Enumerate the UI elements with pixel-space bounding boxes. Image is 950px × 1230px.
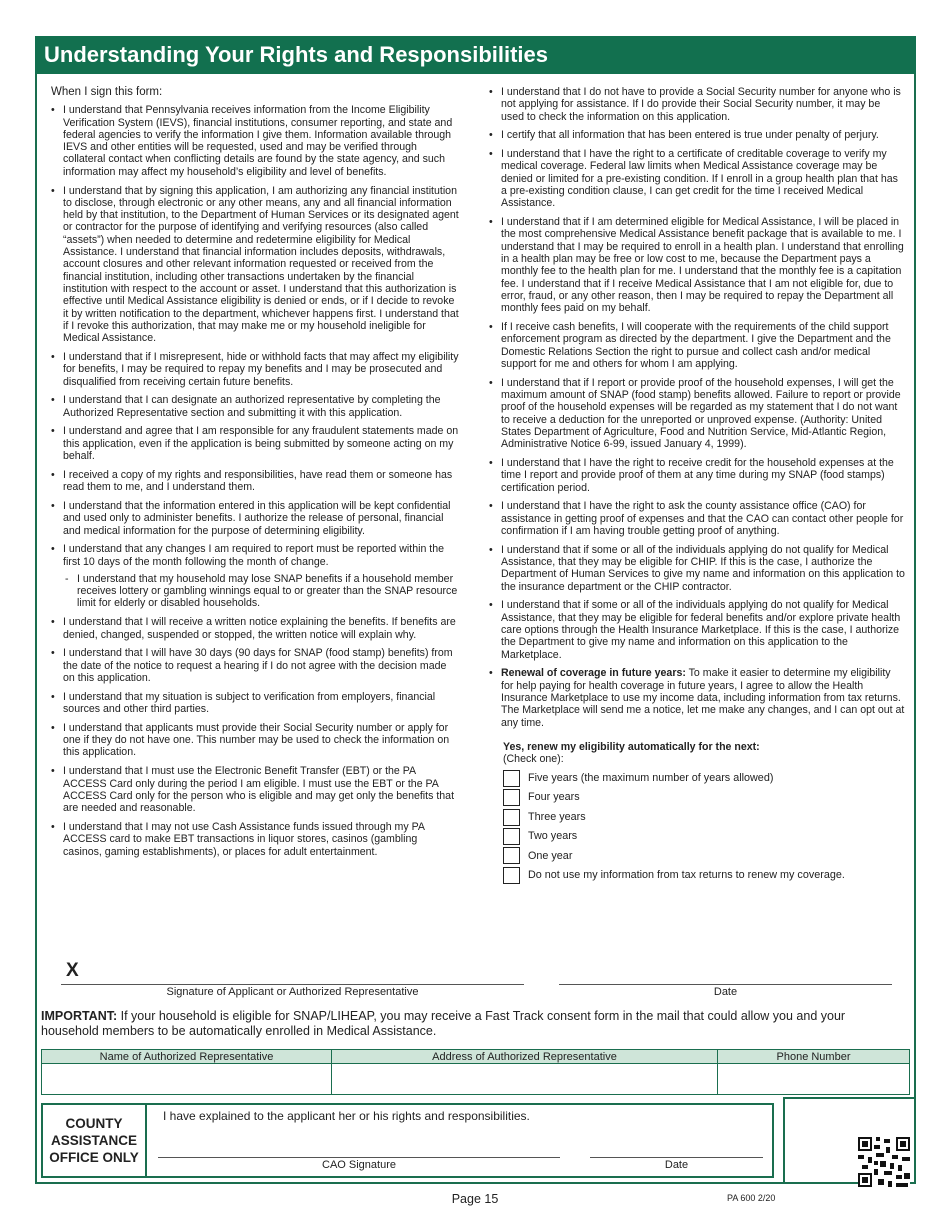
list-item: • I understand that I will have 30 days (90 days for SNAP (food stamp) benefits) from the date of the notice to request a hearing if I do not agree with the decision made on this application. [49,647,459,684]
cao-signature-line[interactable] [158,1157,560,1158]
list-item: • I understand that I have the right to receive credit for the household expenses at the time I report and provide proof of them at any time during my SNAP (food stamps) certification period. [487,457,905,494]
renew-subheading: (Check one): [503,753,564,766]
authorized-rep-table [41,1049,910,1095]
intro-text: When I sign this form: [51,86,163,98]
option-label: Do not use my information from tax returns to renew my coverage. [528,869,845,882]
list-item: • I understand that I will receive a written notice explaining the benefits. If benefits are denied, changed, suspended or stopped, the written notice will explain why. [49,616,459,641]
sub-list [63,573,459,610]
checkbox[interactable] [503,847,520,864]
list-item: • I understand that Pennsylvania receives information from the Income Eligibility Verification System (IEVS), financial institutions, consumer reporting, and state and federal agencies to verify the information I give them. Information available through IEVS and other entities will be requested, used and may be verified through collateral contact when conflicting details are found by the state agency, and such information may affect my household’s eligibility and level of benefits. [49,104,459,178]
list-item: • I understand that the information entered in this application will be kept confidential and used only to administer benefits. I authorize the release of personal, financial and medical information for the purpose of determining eligibility. [49,500,459,537]
cao-statement: I have explained to the applicant her or his rights and responsibilities. [163,1109,530,1123]
option-label: Two years [528,830,578,843]
option-label: One year [528,849,573,862]
corner-rule [783,1097,916,1099]
cao-label-line: ASSISTANCE [50,1133,137,1148]
corner-rule [783,1097,785,1183]
checkbox[interactable] [503,828,520,845]
signature-line[interactable] [61,984,524,985]
left-list [49,104,459,858]
cao-label-line: OFFICE ONLY [49,1150,139,1165]
list-item: • I understand that applicants must provide their Social Security number or apply for one if they do not have one. This number may be used to check the information on this application. [49,722,459,759]
important-label: IMPORTANT: [41,1009,118,1023]
checkbox[interactable] [503,809,520,826]
rep-address-field[interactable] [332,1064,718,1095]
list-item: • I understand that if I misrepresent, hide or withhold facts that may affect my eligibility for benefits, I may be required to repay my benefits and I may be prosecuted and disqualified from receiving certain future benefits. [49,351,459,388]
list-item: • I understand that if some or all of the individuals applying do not qualify for Medical Assistance, that they may be eligible for federal benefits and/or explore private health care options through the Health Insurance Marketplace. If this is the case, I authorize the Department to give my name and information on this application to the Marketplace. [487,599,905,660]
list-item-text: I understand that any changes I am required to report must be reported within the first 10 days of the month following the month of change. [63,543,445,568]
list-item: • I received a copy of my rights and responsibilities, have read them or someone has read them to me, and I understand them. [49,469,459,494]
important-notice [41,1009,906,1039]
cao-label [43,1105,147,1176]
cao-label-line: COUNTY [65,1116,123,1131]
renew-option-one-year[interactable] [503,846,905,865]
renewal-text: To make it easier to determine my eligibility for help paying for health coverage in future years, I agree to allow the Health Insurance Marketplace to use my income data, including information from tax returns. The Marketplace will send me a notice, let me make any changes, and I can opt out at any time. [501,667,905,729]
right-list [487,86,905,729]
rep-name-header: Name of Authorized Representative [42,1050,332,1064]
list-item: • I understand that I may not use Cash Assistance funds issued through my PA ACCESS card to make EBT transactions in liquor stores, casinos (gambling casinos, gaming establishments), or places for adult entertainment. [49,821,459,858]
list-item: • I certify that all information that has been entered is true under penalty of perjury. [487,129,905,141]
cao-date-label: Date [664,1159,689,1171]
renew-option-three-years[interactable] [503,807,905,826]
renew-option-five-years[interactable] [503,769,905,788]
checkbox[interactable] [503,770,520,787]
renew-option-two-years[interactable] [503,827,905,846]
page-title: Understanding Your Rights and Responsibilities [35,36,916,74]
list-item: • I understand that I do not have to provide a Social Security number for anyone who is not applying for assistance. If I do provide their Social Security number, it may be used to check the information on this application. [487,86,905,123]
rep-phone-field[interactable] [718,1064,910,1095]
list-item: • I understand that by signing this application, I am authorizing any financial institution to disclose, through electronic or any other means, any and all financial information held by that institution, to the Department of Human Services or its designated agent or contractor for the purpose of identifying and verifying resources (also called “assets”) when needed to determine and redetermine eligibility for Medical Assistance. I understand that financial information includes deposits, withdrawals, account closures and other relevant information requested or received from the financial institution, including other transactions undertaken by the financial institution with respect to the account or asset. I understand that this authorization is effective until Medical Assistance eligibility is denied or ends, or if I decide to revoke it by written notification to the department, whichever happens first. I understand that if I revoke this authorization, that may make me or my household ineligible for Medical Assistance. [49,185,459,345]
cao-box [41,1103,774,1178]
signature-x-mark: X [66,960,79,981]
cao-signature-label: CAO Signature [322,1159,396,1171]
option-label: Five years (the maximum number of years allowed) [528,772,774,785]
list-item: • I understand that I have the right to a certificate of creditable coverage to verify my medical coverage. Federal law limits when Medical Assistance coverage may be denied or limited for a pre-existing condition. If I enroll in a group health plan that has a pre-existing condition clause, I can get credit for the time I received Medical Assistance. [487,148,905,209]
list-item: • I understand that my situation is subject to verification from employers, financial sources and other third parties. [49,691,459,716]
option-label: Four years [528,791,580,804]
list-item: • I understand that if I am determined eligible for Medical Assistance, I will be placed in the most comprehensive Medical Assistance benefit package that is available to me. I understand that I may be required to enroll in a health plan. I understand that enrolling in a health plan may be free or low cost to me, because the Department pays a monthly fee to the health plan for me. I understand that the monthly fee is a capitation fee. I understand that if I receive Medical Assistance that I am not eligible for, due to error, fraud, or any other reason, then I may be required to repay the Department all monthly fees paid on my behalf. [487,216,905,314]
list-item: • If I receive cash benefits, I will cooperate with the requirements of the child support enforcement program as directed by the department. I give the Department and the Domestic Relations Section the right to pursue and collect cash and/or medical support for me and others for whom I am applying. [487,321,905,370]
list-item: • I understand that if I report or provide proof of the household expenses, I will get the maximum amount of SNAP (food stamp) benefits allowed. Failure to report or provide proof of the household expenses will be regarded as my statement that I do not want to receive a deduction for the unreported or unproved expense. (Authority: United States Department of Agriculture, Food and Nutrition Service, Mid-Atlantic Region, Administrative Notice 6-99, issued January 4, 1999). [487,377,905,451]
signature-label: Signature of Applicant or Authorized Representative [166,986,419,998]
rep-phone-header: Phone Number [718,1050,910,1064]
right-column [487,86,905,885]
checkbox[interactable] [503,789,520,806]
important-text: If your household is eligible for SNAP/LIHEAP, you may receive a Fast Track consent form in the mail that could allow you and your household members to be automatically enrolled in Medical Assistance. [41,1009,846,1038]
rep-name-field[interactable] [42,1064,332,1095]
renewal-item [487,667,905,728]
renew-option-do-not-use[interactable] [503,866,905,885]
list-item: • I understand that I can designate an authorized representative by completing the Authorized Representative section and submitting it with this application. [49,394,459,419]
list-item [49,543,459,609]
date-label: Date [713,986,738,998]
list-item: • I understand that I must use the Electronic Benefit Transfer (EBT) or the PA ACCESS Card only during the period I am eligible. I must use the EBT or the PA ACCESS Card only for the person who is eligible and may get only the benefits that are needed and reasonable. [49,765,459,814]
list-item: • I understand that I have the right to ask the county assistance office (CAO) for assistance in getting proof of expenses and that the CAO can contact other people for confirmation if I am having trouble getting proof of anything. [487,500,905,537]
rep-address-header: Address of Authorized Representative [332,1050,718,1064]
sub-list-item: - I understand that my household may lose SNAP benefits if a household member receives lottery or gambling winnings equal to or greater than the SNAP resource limit for elderly or disabled households. [63,573,459,610]
page-number: Page 15 [451,1192,499,1206]
date-line[interactable] [559,984,892,985]
list-item: • I understand and agree that I am responsible for any fraudulent statements made on this application, even if the application is being submitted by someone acting on my behalf. [49,425,459,462]
renew-heading: Yes, renew my eligibility automatically for the next: [503,740,760,753]
cao-date-line[interactable] [590,1157,763,1158]
list-item: • I understand that if some or all of the individuals applying do not qualify for Medical Assistance, that they may be eligible for CHIP. If this is the case, I authorize the Department of Human Services to give my name and information on this application to the insurance department or the CHIP contractor. [487,544,905,593]
checkbox[interactable] [503,867,520,884]
option-label: Three years [528,810,586,823]
left-column [49,86,459,864]
form-number: PA 600 2/20 [727,1193,776,1203]
renew-option-four-years[interactable] [503,788,905,807]
barcode-icon [858,1137,910,1187]
renewal-title: Renewal of coverage in future years: [501,667,686,680]
